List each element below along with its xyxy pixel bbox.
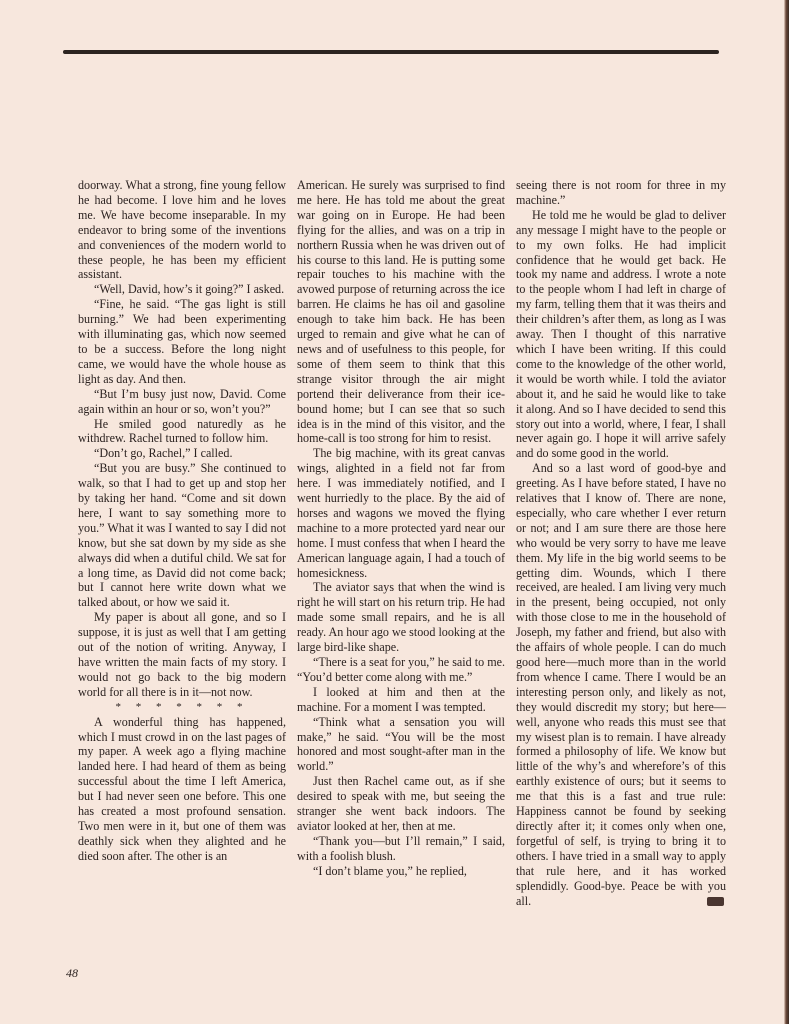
paragraph: “But I’m busy just now, David. Come again within an hour or so, won’t you?” [78,386,286,416]
paragraph-text: And so a last word of good-bye and greeting. As I have before stated, I have no relatives that I know of. There are none, especially, who care whether I ever return or not; and I am sure there are those here who would be very sorry to have me leave them. My life in the big world seems to be getting dim. Wounds, which I there received, are healed. I am living very much in the present, being occupied, not only with those close to me in the household of Joseph, my father and friend, but also with the affairs of whole people. I can do much good here—much more than in the world from whence I came. There I would be an interesting person only, and likely as not, they would discredit my story; but here—well, anyone who reads this must see that my wisest plan is to remain. I have already formed a philosophy of life. We know but little of the why’s and wherefore’s of this earthly existence of ours; but it seems to me that this is a fast and true rule: Happiness cannot be found by seeking directly after it; it comes only when one, forgetful of self, is trying to bring it to others. I have tried in a small way to apply that rule here, and it has worked splendidly. Good-bye. Peace be with you all. [516,461,726,908]
paragraph: doorway. What a strong, fine young fellow he had become. I love him and he loves me. We have become inseparable. In my endeavor to bring some of the inventions and conveniences of the modern world to these people, he has been my efficient assistant. [78,178,286,282]
paragraph: American. He surely was surprised to find me here. He has told me about the great war going on in Europe. He had been flying for the allies, and was on a trip in northern Russia when he was driven out of his course to this land. He is putting some repair touches to his machine with the avowed purpose of returning across the ice barren. He claims he has oil and gasoline enough to take him back. He has been urged to remain and give what he can of news and of usefulness to this people, for some of them seem to think that this strange visitor through the air might portend their deliverance from their ice-bound home; but I can see that so such idea is in the mind of this visitor, and the home-call is too strong for him to resist. [297,178,505,446]
page-edge [784,0,789,1024]
paragraph: He told me he would be glad to deliver any message I might have to the people or to my own folks. He had implicit confidence that he would get back. He took my name and address. I wrote a note to the people whom I had left in charge of my farm, telling them that it was theirs and their children’s after them, as long as I was away. Then I thought of this narrative which I have been writing. If this could come to the knowledge of the other world, it would be worth while. I told the aviator about it, and he said he would like to take it along. And so I have decided to send this story out into a world, where, I fear, I shall never again go. I hope it will arrive safely and do some good in the world. [516,207,726,461]
paragraph: The big machine, with its great canvas wings, alighted in a field not far from here. I was immediately notified, and I went hurriedly to the place. By the aid of horses and wagons we moved the flying machine to a more protected yard near our home. I must confess that when I heard the American language again, I had a touch of homesickness. [297,446,505,580]
paragraph: My paper is about all gone, and so I suppose, it is just as well that I am getting out of the notion of writing. Anyway, I have written the main facts of my story. I would not go back to the big modern world for all there is in it—not now. [78,610,286,699]
paragraph: Just then Rachel came out, as if she desired to speak with me, but seeing the stranger she went back indoors. The aviator looked at her, then at me. [297,774,505,833]
paragraph: “But you are busy.” She continued to walk, so that I had to get up and stop her by taking her hand. “Come and sit down here, I want to say something more to you.” What it was I wanted to say I did not know, but she sat down by my side as she always did when a dutiful child. We sat for a long time, as David did not come back; but I cannot here write down what we talked about, or how we said it. [78,461,286,610]
paragraph: “Think what a sensation you will make,” he said. “You will be the most honored and most sought-after man in the world.” [297,714,505,774]
paragraph: “Don’t go, Rachel,” I called. [94,446,233,461]
paragraph: “There is a seat for you,” he said to me. “You’d better come along with me.” [297,655,505,684]
paragraph: “Fine, he said. “The gas light is still burning.” We had been experimenting with illuminating gas, which now seemed to be a success. Before the long night came, we would have the whole house as light as day. And then. [78,297,286,386]
paragraph [516,461,726,908]
paragraph: “I don’t blame you,” he replied, [313,863,467,878]
text-column-2 [297,178,505,879]
header-rule [63,50,719,54]
paragraph: He smiled good naturedly as he withdrew. Rachel turned to follow him. [78,416,286,446]
end-mark-icon [707,897,724,906]
paragraph: I looked at him and then at the machine. For a moment I was tempted. [297,684,505,714]
paragraph: “Thank you—but I’ll remain,” I said, with a foolish blush. [297,833,505,863]
text-column-1 [78,178,286,864]
paragraph: seeing there is not room for three in my machine.” [516,178,726,207]
text-column-3 [516,178,726,908]
paragraph: The aviator says that when the wind is right he will start on his return trip. He had made some small repairs, and he is all ready. An hour ago we stood looking at the large bird-like shape. [297,580,505,655]
paragraph: “Well, David, how’s it going?” I asked. [94,282,285,297]
paragraph: A wonderful thing has happened, which I must crowd in on the last pages of my paper. A week ago a flying machine landed here. I had heard of them as being successful about the time I left America, but I had never seen one before. This one has created a most profound sensation. Two men were in it, but one of them was deathly sick when they alighted and he died soon after. The other is an [78,714,286,863]
section-separator: * * * * * * * [115,700,249,713]
page-number: 48 [66,966,78,980]
